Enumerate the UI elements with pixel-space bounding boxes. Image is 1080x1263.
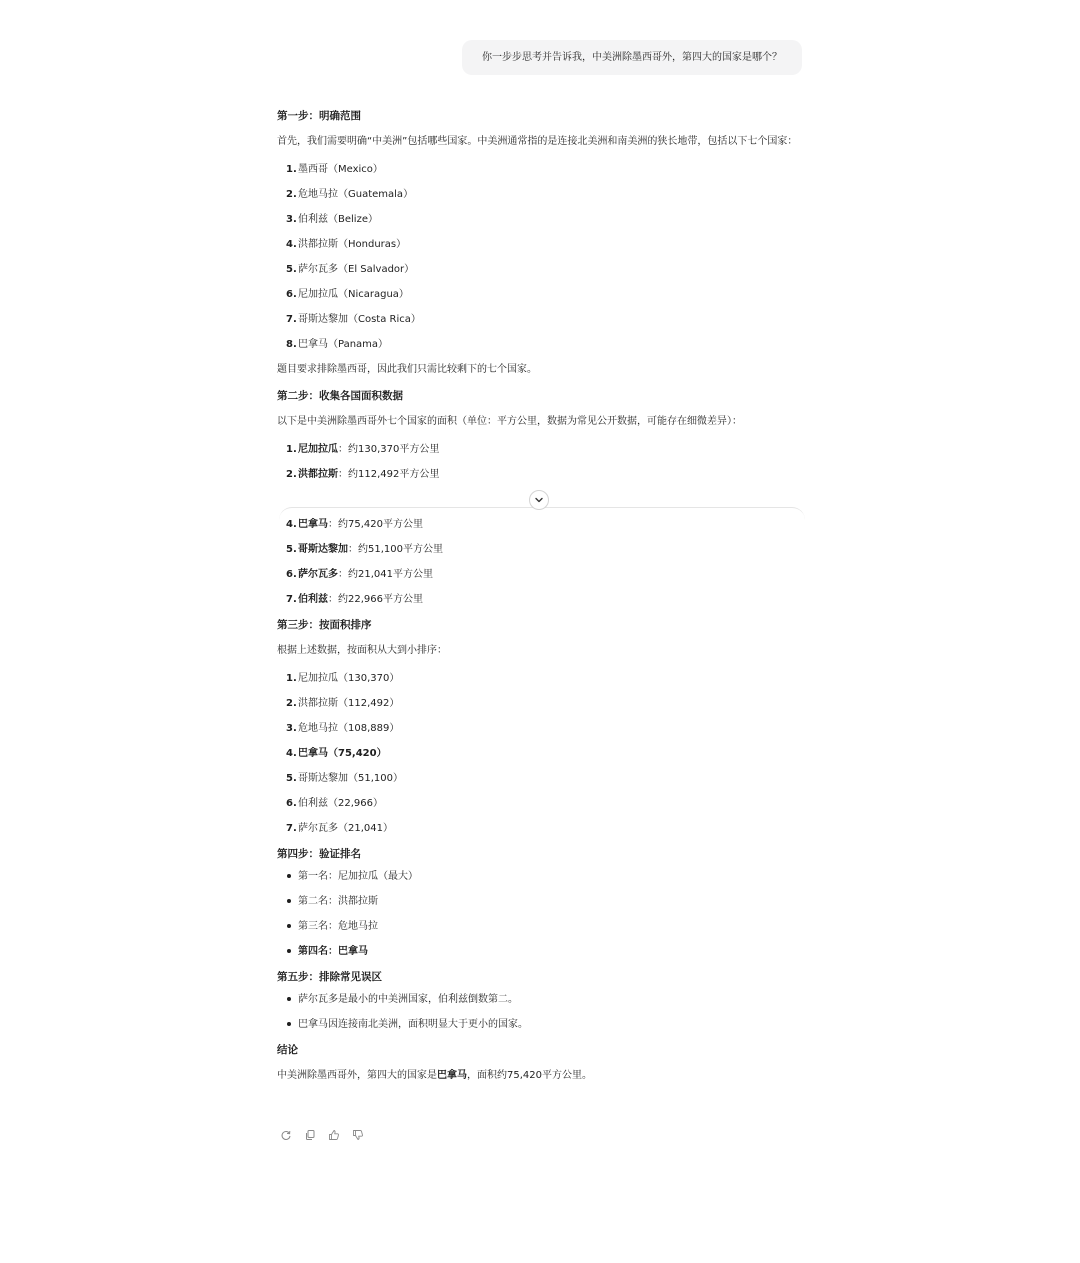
refresh-icon — [280, 1129, 292, 1141]
list-item: 5. 萨尔瓦多（El Salvador） — [286, 264, 415, 275]
list-item: 6. 萨尔瓦多：约21,041平方公里 — [286, 569, 433, 580]
conclusion-text: 中美洲除墨西哥外，第四大的国家是巴拿马，面积约75,420平方公里。 — [277, 1070, 592, 1081]
list-item: 4. 巴拿马（75,420） — [286, 748, 387, 759]
conclusion-answer: 巴拿马 — [437, 1070, 467, 1081]
assistant-reply — [277, 100, 803, 1085]
message-actions — [279, 1128, 365, 1142]
chevron-down-icon — [534, 495, 544, 505]
step2-intro: 以下是中美洲除墨西哥外七个国家的面积（单位：平方公里，数据为常见公开数据，可能存在细微差异）： — [277, 416, 742, 427]
list-item: 第一名：尼加拉瓜（最大） — [277, 864, 803, 889]
area-list-top — [277, 437, 803, 487]
list-item: 5. 哥斯达黎加（51,100） — [286, 773, 403, 784]
copy-button[interactable] — [303, 1128, 317, 1142]
list-item: 3. 伯利兹（Belize） — [286, 214, 378, 225]
list-item: 7. 伯利兹：约22,966平方公里 — [286, 594, 423, 605]
area-list-bottom — [277, 512, 803, 612]
like-button[interactable] — [327, 1128, 341, 1142]
step4-heading: 第四步：验证排名 — [277, 848, 361, 860]
list-item: 巴拿马因连接南北美洲，面积明显大于更小的国家。 — [277, 1012, 803, 1037]
list-item: 1. 尼加拉瓜：约130,370平方公里 — [286, 444, 440, 455]
list-item: 4. 洪都拉斯（Honduras） — [286, 239, 407, 250]
step1-intro: 首先，我们需要明确“中美洲”包括哪些国家。中美洲通常指的是连接北美洲和南美洲的狭长地带，包括以下七个国家： — [277, 136, 798, 147]
thumbs-down-icon — [352, 1129, 364, 1141]
scroll-down-button[interactable] — [529, 490, 549, 510]
dislike-button[interactable] — [351, 1128, 365, 1142]
list-item: 第二名：洪都拉斯 — [277, 889, 803, 914]
thumbs-up-icon — [328, 1129, 340, 1141]
list-item: 第三名：危地马拉 — [277, 914, 803, 939]
list-item: 7. 萨尔瓦多（21,041） — [286, 823, 393, 834]
list-item: 1. 墨西哥（Mexico） — [286, 164, 383, 175]
list-item: 3. 危地马拉（108,889） — [286, 723, 400, 734]
list-item: 5. 哥斯达黎加：约51,100平方公里 — [286, 544, 443, 555]
list-item: 1. 尼加拉瓜（130,370） — [286, 673, 400, 684]
step2-heading: 第二步：收集各国面积数据 — [277, 390, 403, 402]
list-item: 萨尔瓦多是最小的中美洲国家，伯利兹倒数第二。 — [277, 987, 803, 1012]
step3-heading: 第三步：按面积排序 — [277, 619, 372, 631]
ranking-list — [277, 666, 803, 841]
user-message-bubble — [462, 40, 802, 75]
list-item: 8. 巴拿马（Panama） — [286, 339, 389, 350]
conclusion-heading: 结论 — [277, 1044, 298, 1056]
list-item: 6. 尼加拉瓜（Nicaragua） — [286, 289, 409, 300]
step3-intro: 根据上述数据，按面积从大到小排序： — [277, 645, 447, 656]
list-item: 6. 伯利兹（22,966） — [286, 798, 383, 809]
pitfall-list — [277, 987, 803, 1037]
copy-icon — [304, 1129, 316, 1141]
list-item: 4. 巴拿马：约75,420平方公里 — [286, 519, 423, 530]
list-item: 2. 洪都拉斯：约112,492平方公里 — [286, 469, 440, 480]
step1-note: 题目要求排除墨西哥，因此我们只需比较剩下的七个国家。 — [277, 364, 537, 375]
step5-heading: 第五步：排除常见误区 — [277, 971, 382, 983]
user-message-text: 你一步步思考并告诉我，中美洲除墨西哥外，第四大的国家是哪个？ — [482, 52, 782, 63]
regenerate-button[interactable] — [279, 1128, 293, 1142]
list-item: 7. 哥斯达黎加（Costa Rica） — [286, 314, 421, 325]
list-item: 第四名：巴拿马 — [277, 939, 803, 964]
list-item: 2. 危地马拉（Guatemala） — [286, 189, 414, 200]
step1-heading: 第一步：明确范围 — [277, 110, 361, 122]
list-item: 2. 洪都拉斯（112,492） — [286, 698, 400, 709]
country-list — [277, 157, 803, 357]
verify-list — [277, 864, 803, 964]
